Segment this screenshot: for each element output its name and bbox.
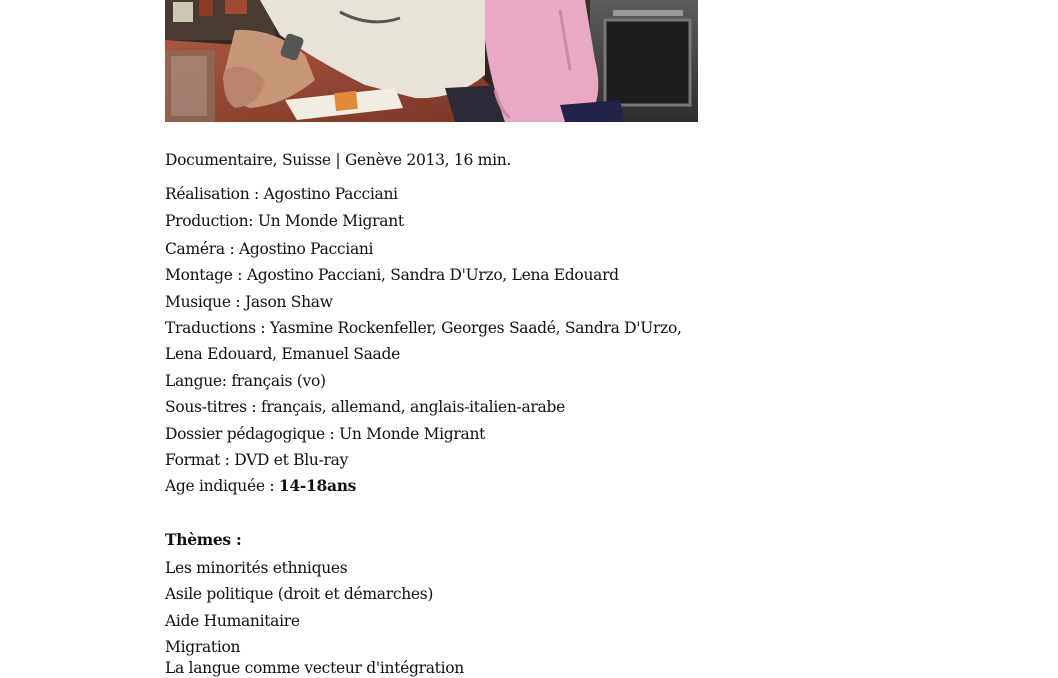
credit-dossier [165,424,485,444]
theme-item: Aide Humanitaire [165,612,300,630]
credit-realisation [165,184,398,204]
photo-illustration [165,0,698,122]
credit-production [165,211,404,231]
theme-item: Les minorités ethniques [165,559,348,577]
credit-traductions-continued [165,344,400,364]
credit-label: Production: [165,212,254,230]
theme-item: Migration [165,638,241,656]
credit-value: Lena Edouard, Emanuel Saade [165,345,400,363]
credit-value: français (vo) [231,372,326,390]
credit-label: Format : [165,451,230,469]
credit-format [165,450,348,470]
credit-label: Réalisation : [165,185,259,203]
theme-item: La langue comme vecteur d'intégration [165,659,464,677]
credit-label: Caméra : [165,240,235,258]
credit-age [165,476,356,496]
credit-langue [165,371,326,391]
credit-traductions [165,318,682,338]
credit-value: Jason Shaw [244,293,333,311]
credit-value: Un Monde Migrant [339,425,486,443]
credit-label: Musique : [165,293,241,311]
credit-value: Agostino Pacciani [239,240,374,258]
film-info-line: Documentaire, Suisse | Genève 2013, 16 min. [165,151,512,169]
credit-value: Agostino Pacciani [263,185,398,203]
credit-value: 14-18ans [278,476,357,495]
film-still-photo [165,0,698,122]
credit-label: Sous-titres : [165,398,257,416]
credit-value: DVD et Blu-ray [234,451,349,469]
credit-label: Age indiquée : [165,477,275,495]
credit-sous-titres [165,397,565,417]
credit-label: Montage : [165,266,243,284]
credit-value: français, allemand, anglais-italien-arabe [260,398,565,416]
credit-label: Langue: [165,372,227,390]
credit-value: Yasmine Rockenfeller, Georges Saadé, Sandra D'Urzo, [269,319,682,337]
credit-camera [165,239,373,259]
theme-item: Asile politique (droit et démarches) [165,585,434,603]
credit-value: Un Monde Migrant [257,212,404,230]
credit-musique [165,292,333,312]
themes-heading: Thèmes : [165,530,242,549]
credit-montage [165,265,619,285]
credit-label: Traductions : [165,319,266,337]
credit-label: Dossier pédagogique : [165,425,335,443]
credit-value: Agostino Pacciani, Sandra D'Urzo, Lena Edouard [246,266,619,284]
